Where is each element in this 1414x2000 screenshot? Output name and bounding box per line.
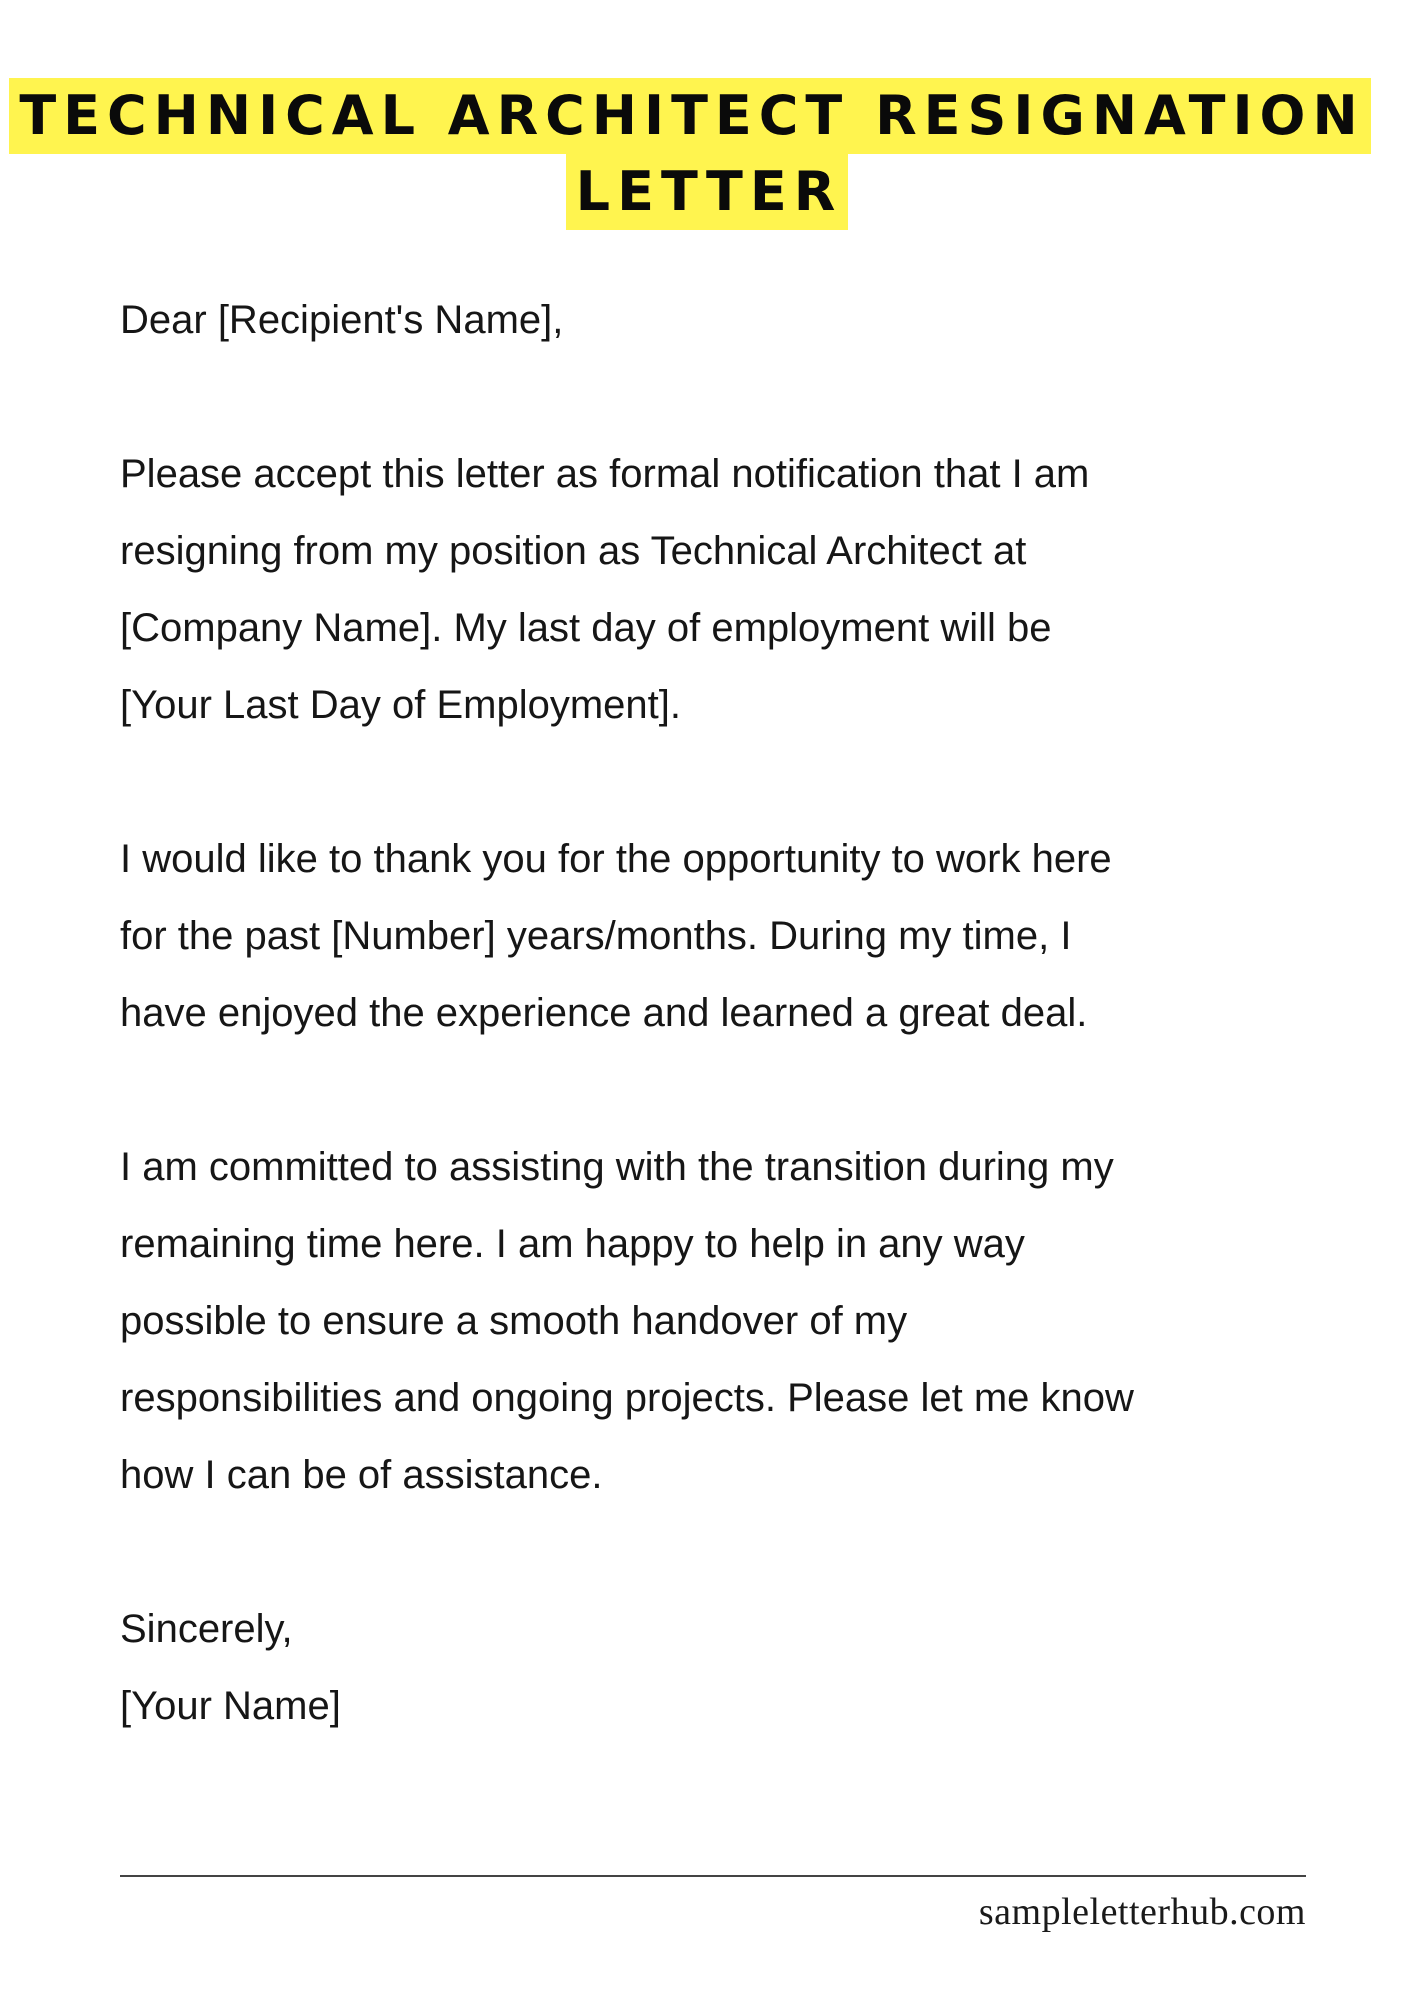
paragraph-3-line: I am committed to assisting with the transition during my xyxy=(120,1145,1114,1189)
closing-block xyxy=(120,1591,1360,1745)
paragraph-2-line: I would like to thank you for the opportunity to work here xyxy=(120,837,1112,881)
paragraph-2 xyxy=(120,821,1360,1052)
paragraph-2-line: have enjoyed the experience and learned a great deal. xyxy=(120,991,1088,1035)
paragraph-1-line: [Company Name]. My last day of employment will be xyxy=(120,606,1052,650)
footer-divider xyxy=(120,1875,1306,1877)
closing: Sincerely, xyxy=(120,1607,293,1651)
paragraph-3-line: how I can be of assistance. xyxy=(120,1453,603,1497)
paragraph-1-line: [Your Last Day of Employment]. xyxy=(120,683,682,727)
paragraph-2-line: for the past [Number] years/months. During my time, I xyxy=(120,914,1072,958)
salutation xyxy=(120,282,1360,359)
paragraph-3-line: possible to ensure a smooth handover of my xyxy=(120,1299,908,1343)
title-line-2: LETTER xyxy=(566,154,849,230)
letter-body xyxy=(120,282,1360,1745)
paragraph-3 xyxy=(120,1129,1360,1514)
document-title xyxy=(0,78,1414,230)
salutation-text: Dear [Recipient's Name], xyxy=(120,298,564,342)
paragraph-3-line: remaining time here. I am happy to help in any way xyxy=(120,1222,1025,1266)
paragraph-1-line: Please accept this letter as formal notification that I am xyxy=(120,452,1090,496)
footer-website: sampleletterhub.com xyxy=(978,1891,1306,1933)
title-line-1: TECHNICAL ARCHITECT RESIGNATION xyxy=(9,78,1370,154)
paragraph-1 xyxy=(120,436,1360,744)
paragraph-1-line: resigning from my position as Technical Architect at xyxy=(120,529,1027,573)
signature: [Your Name] xyxy=(120,1684,341,1728)
paragraph-3-line: responsibilities and ongoing projects. Please let me know xyxy=(120,1376,1134,1420)
